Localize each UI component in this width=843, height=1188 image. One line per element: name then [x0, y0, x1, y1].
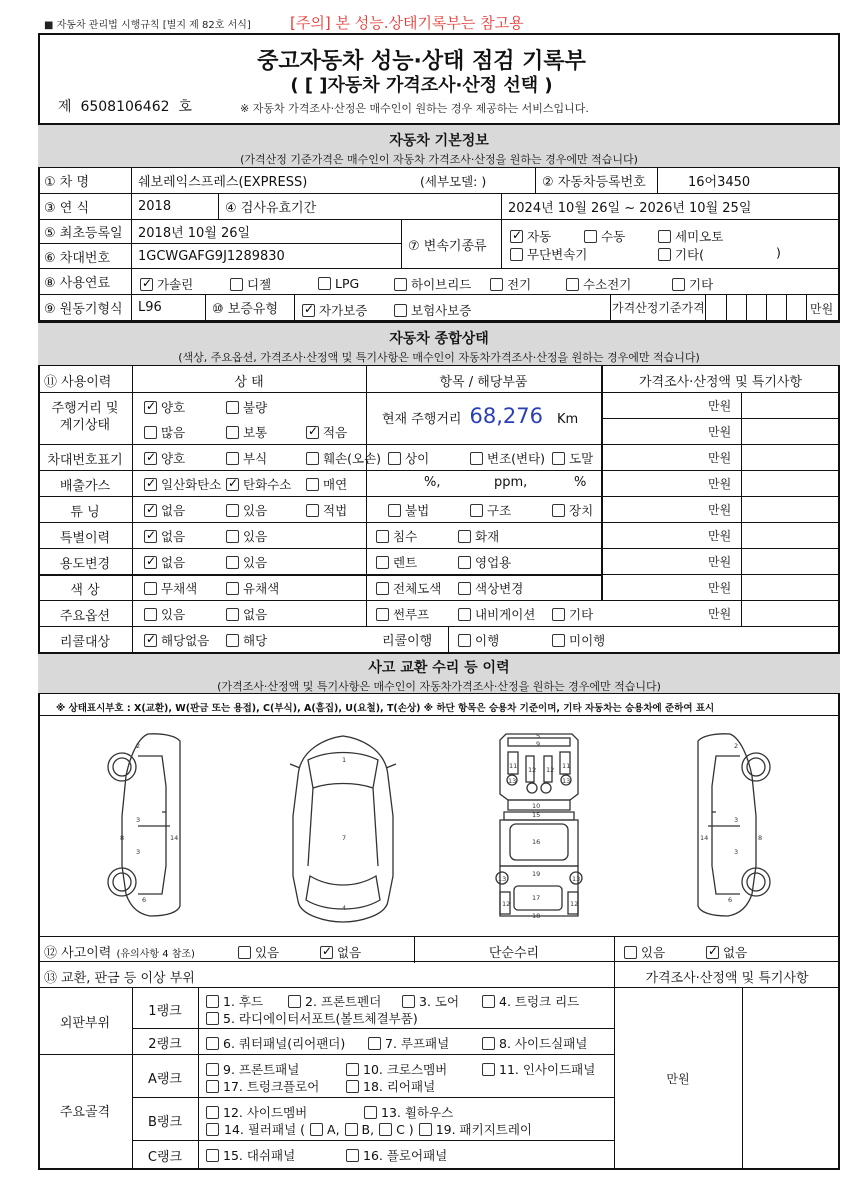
mileage-bad[interactable]: 불량: [226, 398, 267, 418]
checkbox-icon: [226, 426, 239, 439]
svg-text:6: 6: [142, 896, 147, 904]
part-front-fender[interactable]: 2. 프론트펜더: [288, 992, 381, 1012]
checkbox-icon: [226, 530, 239, 543]
vin-mark-label: 차대번호표기: [47, 453, 123, 468]
purpose-rent[interactable]: 렌트: [376, 553, 417, 573]
checkbox-icon: [226, 608, 239, 621]
svg-text:5: 5: [536, 732, 541, 740]
recall-applicable[interactable]: 해당: [226, 631, 267, 651]
checkbox-icon: [388, 504, 401, 517]
checkbox-icon: [552, 452, 565, 465]
checkbox-icon: [376, 530, 389, 543]
reg-label: ② 자동차등록번호: [536, 168, 658, 193]
fuel-diesel[interactable]: 디젤: [230, 275, 271, 295]
part-inside-panel[interactable]: 11. 인사이드패널: [482, 1060, 595, 1080]
options-no[interactable]: 없음: [226, 605, 267, 625]
svg-text:1: 1: [342, 756, 347, 764]
simple-repair-yes[interactable]: 있음: [624, 943, 665, 963]
tuning-legal[interactable]: 적법: [306, 501, 347, 521]
color-chromatic[interactable]: 유채색: [226, 579, 279, 599]
options-navigation[interactable]: 내비게이션: [458, 605, 535, 625]
car-diagram: [38, 716, 840, 936]
accident-header: [38, 652, 840, 694]
checkbox-icon: [206, 1012, 219, 1025]
checkbox-icon: [510, 248, 523, 261]
svg-text:14: 14: [170, 834, 179, 842]
checkbox-icon: [206, 1106, 219, 1119]
parts-label: ⑬ 교환, 판금 등 이상 부위: [44, 971, 195, 986]
svg-text:8: 8: [120, 834, 125, 842]
checkbox-icon: [388, 452, 401, 465]
accident-history-label-wrap: [44, 942, 195, 961]
checkbox-icon: [552, 504, 565, 517]
simple-repair-no[interactable]: ✓ 없음: [706, 943, 747, 963]
col-state: 상 태: [234, 375, 264, 390]
emission-label: 배출가스: [59, 479, 111, 494]
row-name: [38, 168, 840, 194]
checkbox-icon: [379, 1123, 392, 1136]
svg-text:12: 12: [528, 766, 537, 774]
svg-text:9: 9: [536, 740, 541, 748]
svg-text:3: 3: [734, 848, 739, 856]
svg-text:3: 3: [136, 816, 141, 824]
checkbox-icon: [482, 1037, 495, 1050]
checkbox-icon: [458, 608, 471, 621]
checkbox-icon: [226, 401, 239, 414]
fuel-hybrid[interactable]: 하이브리드: [394, 275, 471, 295]
fuel-other[interactable]: 기타: [672, 275, 713, 295]
emission-co[interactable]: ✓ 일산화탄소: [144, 475, 221, 495]
accident-history-label: ⑫ 사고이력: [44, 946, 112, 961]
svg-text:10: 10: [532, 802, 541, 810]
simple-repair-label: 단순수리: [488, 946, 540, 961]
tuning-illegal[interactable]: 불법: [388, 501, 429, 521]
price-basis-unit: 만원: [810, 302, 834, 316]
part-front-panel[interactable]: 9. 프론트패널: [206, 1060, 299, 1080]
overall-table: [38, 366, 840, 652]
year-value: 2018: [132, 194, 219, 219]
checkbox-icon: [706, 946, 719, 959]
basic-info-subheading: (가격산정 기준가격은 매수인이 자동차 가격조사·산정을 원하는 경우에만 적습니다): [240, 153, 638, 166]
mileage-value: 68,276: [469, 404, 543, 428]
left-side-view-icon: [108, 734, 180, 916]
checkbox-icon: [144, 582, 157, 595]
svg-text:7: 7: [342, 834, 347, 842]
checkbox-icon: [144, 452, 157, 465]
recall-done[interactable]: 이행: [458, 631, 499, 651]
svg-text:3: 3: [136, 848, 141, 856]
options-price-unit: 만원: [708, 607, 732, 621]
color-price-unit: 만원: [708, 581, 732, 595]
svg-text:2: 2: [136, 742, 141, 750]
checkbox-icon: [206, 1037, 219, 1050]
fuel-lpg[interactable]: LPG: [318, 275, 359, 294]
name-value: 쉐보레익스프레스(EXPRESS): [138, 175, 308, 190]
purpose-yes[interactable]: 있음: [226, 553, 267, 573]
checkbox-icon: [144, 504, 157, 517]
checkbox-icon: [140, 278, 153, 291]
mileage-label: 주행거리 및 계기상태: [51, 401, 119, 433]
checkbox-icon: [206, 1149, 219, 1162]
vin-value: 1GCWGAFG9J1289830: [132, 244, 402, 269]
vin-mark-corrosion[interactable]: 부식: [226, 449, 267, 469]
checkbox-icon: [144, 530, 157, 543]
svg-text:11: 11: [562, 762, 571, 770]
checkbox-icon: [458, 556, 471, 569]
row-fuel: [38, 269, 840, 295]
first-reg-value: 2018년 10월 26일: [132, 220, 402, 244]
tuning-structure[interactable]: 구조: [470, 501, 511, 521]
svg-text:4: 4: [342, 904, 347, 912]
special-price-unit: 만원: [708, 529, 732, 543]
outer-panel-label: 외판부위: [59, 1016, 111, 1031]
purpose-commercial[interactable]: 영업용: [458, 553, 511, 573]
warranty-label: ⑩ 보증유형: [206, 295, 295, 320]
checkbox-icon: [206, 1080, 219, 1093]
recall-done-label: 리콜이행: [382, 634, 433, 649]
row-engine: [38, 295, 840, 321]
mileage-low[interactable]: ✓ 적음: [306, 423, 347, 443]
svg-text:12: 12: [502, 900, 511, 908]
emission-smoke[interactable]: 매연: [306, 475, 347, 495]
parts-table: [38, 988, 840, 1169]
checkbox-icon: [584, 230, 597, 243]
name-label: ① 차 명: [38, 168, 132, 193]
color-change[interactable]: 색상변경: [458, 579, 523, 599]
accident-heading: 사고 교환 수리 등 이력: [368, 660, 510, 676]
col-price: 가격조사·산정액 및 특기사항: [638, 375, 803, 390]
checkbox-icon: [310, 1123, 323, 1136]
vin-mark-smeared[interactable]: 도말: [552, 449, 593, 469]
part-radiator-support[interactable]: 5. 라디에이터서포트(볼트체결부품): [206, 1009, 418, 1029]
svg-text:8: 8: [758, 834, 763, 842]
checkbox-icon: [320, 946, 333, 959]
col-item: 항목 / 해당부품: [439, 375, 528, 390]
rankA-label: A랭크: [147, 1072, 182, 1087]
part-side-sill[interactable]: 8. 사이드실패널: [482, 1034, 587, 1054]
part-pillar-row: [206, 1120, 532, 1138]
status-legend: ※ 상태표시부호 : X(교환), W(판금 또는 용접), C(부식), A(흠집), U(요철), T(손상) ※ 하단 항목은 승용차 기준이며, 기타 자동차는 승용차에 준하여 표시: [38, 694, 840, 716]
detail-model: (세부모델: ): [420, 173, 487, 189]
color-full-paint[interactable]: 전체도색: [376, 579, 441, 599]
svg-text:3: 3: [734, 816, 739, 824]
color-achromatic[interactable]: 무채색: [144, 579, 197, 599]
part-floor-panel[interactable]: 16. 플로어패널: [346, 1146, 447, 1166]
checkbox-icon: [394, 278, 407, 291]
accident-history-row: [38, 936, 840, 962]
checkbox-icon: [470, 452, 483, 465]
checkbox-icon: [226, 504, 239, 517]
svg-text:18: 18: [532, 912, 541, 920]
checkbox-icon: [364, 1106, 377, 1119]
checkbox-icon: [288, 995, 301, 1008]
svg-text:13: 13: [498, 875, 507, 883]
special-flood[interactable]: 침수: [376, 527, 417, 547]
basic-info-header: [38, 123, 840, 168]
checkbox-icon: [306, 478, 319, 491]
part-rear-panel[interactable]: 18. 리어패널: [346, 1077, 435, 1097]
tuning-yes[interactable]: 있음: [226, 501, 267, 521]
pillar-label: 14. 필러패널 (: [224, 1122, 306, 1137]
mileage-good[interactable]: ✓ 양호: [144, 398, 185, 418]
checkbox-icon: [226, 452, 239, 465]
checkbox-icon: [302, 304, 315, 317]
options-other[interactable]: 기타: [552, 605, 593, 625]
cert-suffix: 호: [178, 99, 192, 115]
cert-prefix: 제: [58, 99, 72, 115]
checkbox-icon: [566, 278, 579, 291]
part-wheel-house[interactable]: 13. 휠하우스: [364, 1103, 453, 1123]
part-roof-panel[interactable]: 7. 루프패널: [368, 1034, 449, 1054]
part-package-tray[interactable]: 19. 패키지트레이: [419, 1120, 532, 1138]
checkbox-icon: [226, 556, 239, 569]
checkbox-icon: [402, 995, 415, 1008]
purpose-label: 용도변경: [59, 557, 111, 572]
checkbox-icon: [306, 452, 319, 465]
checkbox-icon: [458, 530, 471, 543]
parts-price-unit: 만원: [666, 1072, 690, 1086]
transmission-label: ⑦ 변속기종류: [402, 220, 502, 268]
pillar-b[interactable]: B,: [345, 1122, 375, 1137]
checkbox-icon: [226, 582, 239, 595]
checkbox-icon: [376, 582, 389, 595]
svg-text:15: 15: [532, 811, 541, 819]
frame-label: 주요골격: [59, 1105, 111, 1120]
part-side-member[interactable]: 12. 사이드멤버: [206, 1103, 307, 1123]
tuning-none[interactable]: ✓ 없음: [144, 501, 185, 521]
row-year: [38, 194, 840, 220]
svg-text:11: 11: [509, 762, 518, 770]
svg-text:12: 12: [546, 766, 555, 774]
mileage-readout: [382, 404, 578, 428]
options-yes[interactable]: 있음: [144, 605, 185, 625]
col-history: ⑪ 사용이력: [44, 375, 112, 390]
checkbox-icon: [672, 278, 685, 291]
mileage-normal[interactable]: 보통: [226, 423, 267, 443]
trans-other[interactable]: 기타(: [658, 245, 704, 265]
trans-other-close: ): [776, 245, 781, 260]
trans-semiauto[interactable]: 세미오토: [658, 227, 723, 247]
checkbox-icon: [238, 946, 251, 959]
svg-text:13: 13: [508, 777, 517, 785]
warranty-self[interactable]: ✓ 자가보증: [302, 301, 367, 321]
emission-unit-pct1: %,: [424, 475, 441, 490]
purpose-price-unit: 만원: [708, 555, 732, 569]
engine-value: L96: [132, 295, 206, 320]
tuning-label: 튜 닝: [70, 505, 100, 520]
checkbox-icon: [510, 230, 523, 243]
options-sunroof[interactable]: 썬루프: [376, 605, 429, 625]
form-reference: ■ 자동차 관리법 시행규칙 [별지 제 82호 서식]: [44, 20, 251, 31]
rankB-label: B랭크: [147, 1115, 183, 1130]
part-door[interactable]: 3. 도어: [402, 992, 459, 1012]
checkbox-icon: [144, 426, 157, 439]
checkbox-icon: [346, 1149, 359, 1162]
pillar-a[interactable]: A,: [310, 1122, 340, 1137]
checkbox-icon: [230, 278, 243, 291]
svg-text:19: 19: [532, 870, 541, 878]
emission-unit-pct2: %: [574, 475, 587, 490]
mileage-high[interactable]: 많음: [144, 423, 185, 443]
pillar-c[interactable]: C ): [379, 1122, 414, 1137]
fuel-label: ⑧ 사용연료: [38, 269, 132, 294]
checkbox-icon: [206, 995, 219, 1008]
service-notice: ※ 자동차 가격조사·산정은 매수인이 원하는 경우 제공하는 서비스입니다.: [240, 102, 589, 115]
overall-subheading: (색상, 주요옵션, 가격조사·산정액 및 특기사항은 매수인이 자동차가격조사·산정을 원하는 경우에만 적습니다): [178, 351, 700, 364]
special-label: 특별이력: [59, 531, 111, 546]
checkbox-icon: [394, 304, 407, 317]
vin-mark-altered[interactable]: 변조(변타): [470, 449, 545, 469]
page-subtitle: ( [ ]자동차 가격조사·산정 선택 ): [290, 75, 553, 96]
checkbox-icon: [376, 608, 389, 621]
purpose-none[interactable]: ✓ 없음: [144, 553, 185, 573]
engine-label: ⑨ 원동기형식: [38, 295, 132, 320]
special-yes[interactable]: 있음: [226, 527, 267, 547]
vin-mark-different[interactable]: 상이: [388, 449, 429, 469]
recall-label: 리콜대상: [59, 635, 111, 650]
checkbox-icon: [376, 556, 389, 569]
checkbox-icon: [482, 995, 495, 1008]
accident-yes[interactable]: 있음: [238, 943, 279, 963]
row-first-reg-vin: [38, 220, 840, 269]
emission-price-unit: 만원: [708, 477, 732, 491]
svg-text:12: 12: [570, 900, 579, 908]
checkbox-icon: [345, 1123, 358, 1136]
vin-mark-good[interactable]: ✓ 양호: [144, 449, 185, 469]
emission-hc[interactable]: ✓ 탄화수소: [226, 475, 291, 495]
overall-heading: 자동차 종합상태: [389, 331, 489, 347]
mileage-price-unit-2: 만원: [708, 425, 732, 439]
checkbox-icon: [458, 582, 471, 595]
parts-header-row: [38, 962, 840, 988]
year-label: ③ 연 식: [38, 194, 132, 219]
checkbox-icon[interactable]: [206, 1123, 219, 1136]
rankC-label: C랭크: [147, 1150, 183, 1165]
checkbox-icon: [144, 634, 157, 647]
part-quarter-panel[interactable]: 6. 쿼터패널(리어팬더): [206, 1034, 345, 1054]
first-reg-label: ⑤ 최초등록일: [38, 220, 132, 244]
options-label: 주요옵션: [59, 609, 111, 624]
svg-text:2: 2: [734, 742, 739, 750]
fuel-hydrogen[interactable]: 수소전기: [566, 275, 631, 295]
checkbox-icon: [144, 556, 157, 569]
accident-history-note: (유의사항 4 참조): [116, 949, 195, 960]
mileage-unit: Km: [556, 412, 579, 427]
recall-not-done[interactable]: 미이행: [552, 631, 605, 651]
rank2-label: 2랭크: [148, 1037, 182, 1052]
warranty-insurance[interactable]: 보험사보증: [394, 301, 471, 321]
parts-price-head: 가격조사·산정액 및 특기사항: [645, 971, 809, 986]
checkbox-icon: [144, 401, 157, 414]
vin-mark-damaged[interactable]: 훼손(오손): [306, 449, 381, 469]
basic-info-heading: 자동차 기본정보: [389, 133, 489, 149]
fuel-electric[interactable]: 전기: [490, 275, 531, 295]
checkbox-icon: [658, 248, 671, 261]
cert-number-value: 6508106462: [80, 99, 170, 115]
tuning-price-unit: 만원: [708, 503, 732, 517]
special-none[interactable]: ✓ 없음: [144, 527, 185, 547]
rank1-label: 1랭크: [148, 1004, 182, 1019]
checkbox-icon: [318, 277, 331, 290]
svg-text:13: 13: [572, 875, 581, 883]
name-cell: [132, 168, 536, 193]
reg-value: 16어3450: [688, 175, 751, 190]
checkbox-icon: [490, 278, 503, 291]
checkbox-icon: [226, 634, 239, 647]
mileage-text: 현재 주행거리: [382, 412, 462, 427]
page-title: 중고자동차 성능·상태 점검 기록부: [257, 49, 586, 74]
accident-subheading: (가격조사·산정액 및 특기사항은 매수인이 자동차가격조사·산정을 원하는 경우에만 적습니다): [217, 680, 661, 693]
warning-text: [주의] 본 성능.상태기록부는 참고용: [290, 14, 524, 32]
checkbox-icon: [482, 1063, 495, 1076]
validity-label: ④ 검사유효기간: [219, 194, 502, 219]
checkbox-icon: [419, 1123, 432, 1136]
recall-none[interactable]: ✓ 해당없음: [144, 631, 209, 651]
part-hood[interactable]: 1. 후드: [206, 992, 263, 1012]
checkbox-icon: [658, 230, 671, 243]
trans-auto[interactable]: ✓ 자동: [510, 227, 551, 247]
svg-text:13: 13: [562, 777, 571, 785]
checkbox-icon: [368, 1037, 381, 1050]
checkbox-icon: [470, 504, 483, 517]
checkbox-icon: [144, 478, 157, 491]
checkbox-icon: [458, 634, 471, 647]
certificate-number: [58, 96, 192, 116]
part-dash-panel[interactable]: 15. 대쉬패널: [206, 1146, 295, 1166]
checkbox-icon: [346, 1063, 359, 1076]
svg-text:14: 14: [700, 834, 709, 842]
checkbox-icon: [306, 426, 319, 439]
part-trunk-floor[interactable]: 17. 트렁크플로어: [206, 1077, 319, 1097]
vin-label: ⑥ 차대번호: [38, 244, 132, 269]
checkbox-icon: [346, 1080, 359, 1093]
part-trunk-lid[interactable]: 4. 트렁크 리드: [482, 992, 579, 1012]
checkbox-icon: [206, 1063, 219, 1076]
right-side-view-icon: [698, 734, 770, 916]
checkbox-icon: [144, 608, 157, 621]
price-basis-label: 가격산정기준가격: [610, 295, 706, 320]
emission-unit-ppm: ppm,: [494, 475, 528, 490]
vin-mark-price-unit: 만원: [708, 451, 732, 465]
fuel-gasoline[interactable]: ✓ 가솔린: [140, 275, 193, 295]
checkbox-icon: [552, 608, 565, 621]
trans-cvt[interactable]: 무단변속기: [510, 245, 587, 265]
mileage-price-unit-1: 만원: [708, 399, 732, 413]
checkbox-icon: [624, 946, 637, 959]
checkbox-icon: [226, 478, 239, 491]
accident-no[interactable]: ✓ 없음: [320, 943, 361, 963]
special-fire[interactable]: 화재: [458, 527, 499, 547]
svg-text:16: 16: [532, 838, 541, 846]
svg-text:17: 17: [532, 894, 541, 902]
tuning-device[interactable]: 장치: [552, 501, 593, 521]
trans-manual[interactable]: 수동: [584, 227, 625, 247]
svg-text:6: 6: [728, 896, 733, 904]
checkbox-icon: [552, 634, 565, 647]
color-label: 색 상: [70, 583, 100, 598]
checkbox-icon: [306, 504, 319, 517]
overall-header: [38, 321, 840, 366]
validity-value: 2024년 10월 26일 ~ 2026년 10월 25일: [508, 201, 752, 216]
part-cross-member[interactable]: 10. 크로스멤버: [346, 1060, 447, 1080]
